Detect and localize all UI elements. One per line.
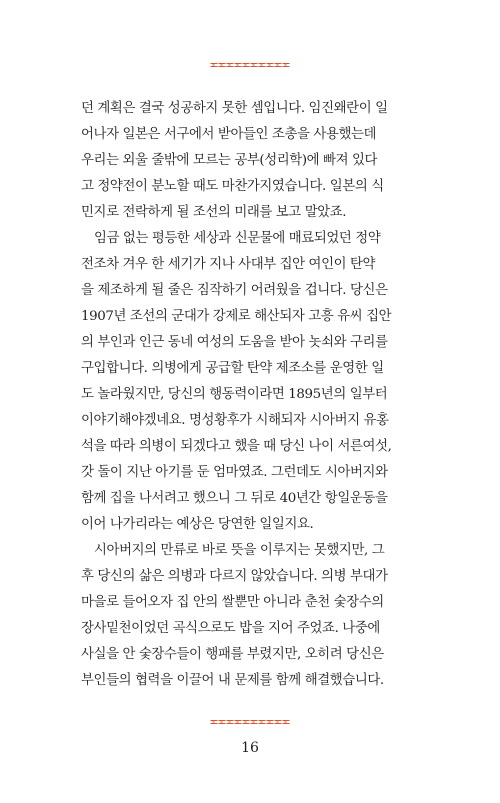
- ornament-segment: [283, 63, 290, 67]
- ornament-segment: [259, 720, 266, 724]
- ornament-segment: [275, 720, 282, 724]
- ornament-segment: [219, 63, 226, 67]
- text-line: 사실을 안 숯장수들이 행패를 부렸지만, 오히려 당신은: [81, 647, 384, 662]
- ornament-segment: [275, 63, 282, 67]
- ornament-segment: [259, 63, 266, 67]
- text-line: 갓 돌이 지난 아기를 둔 엄마였죠. 그런데도 시아버지와: [81, 465, 388, 480]
- ornament-segment: [251, 63, 258, 67]
- ornament-segment: [283, 720, 290, 724]
- ornament-segment: [251, 720, 258, 724]
- text-line: 전조차 겨우 한 세기가 지나 사대부 집안 여인이 탄약: [81, 257, 376, 272]
- text-line: 1907년 조선의 군대가 강제로 해산되자 고흥 유씨 집안: [81, 309, 392, 324]
- ornament-segment: [267, 63, 274, 67]
- ornament-segment: [227, 63, 234, 67]
- text-line: 이어 나가리라는 예상은 당연한 일일지요.: [81, 517, 314, 532]
- text-line: 민지로 전락하게 될 조선의 미래를 보고 말았죠.: [81, 205, 347, 220]
- page-number: 16: [241, 740, 259, 756]
- body-text: [81, 96, 421, 694]
- text-line: 우리는 외울 줄밖에 모르는 공부(성리학)에 빠져 있다: [81, 153, 378, 168]
- ornament-segment: [243, 720, 250, 724]
- text-line: 어나자 일본은 서구에서 받아들인 조총을 사용했는데: [81, 127, 377, 142]
- top-ornament: [211, 63, 290, 67]
- ornament-segment: [211, 63, 218, 67]
- text-line: 고 정약전이 분노할 때도 마찬가지였습니다. 일본의 식: [81, 179, 384, 194]
- ornament-segment: [211, 720, 218, 724]
- text-line: 석을 따라 의병이 되겠다고 했을 때 당신 나이 서른여섯,: [81, 439, 392, 454]
- ornament-segment: [235, 63, 242, 67]
- text-line: 구입합니다. 의병에게 공급할 탄약 제조소를 운영한 일: [81, 361, 384, 376]
- text-line: 을 제조하게 될 줄은 짐작하기 어려웠을 겁니다. 당신은: [81, 283, 388, 298]
- ornament-segment: [243, 63, 250, 67]
- ornament-segment: [227, 720, 234, 724]
- text-line: 도 놀라웠지만, 당신의 행동력이라면 1895년의 일부터: [81, 387, 388, 402]
- text-line: 마을로 들어오자 집 안의 쌀뿐만 아니라 춘천 숯장수의: [81, 595, 384, 610]
- ornament-segment: [267, 720, 274, 724]
- text-line: 함께 집을 나서려고 했으니 그 뒤로 40년간 항일운동을: [81, 491, 388, 506]
- text-line: 후 당신의 삶은 의병과 다르지 않았습니다. 의병 부대가: [81, 569, 388, 584]
- bottom-ornament: [211, 720, 290, 724]
- text-line: 던 계획은 결국 성공하지 못한 셈입니다. 임진왜란이 일: [81, 101, 388, 116]
- ornament-segment: [235, 720, 242, 724]
- text-line: 이야기해야겠네요. 명성황후가 시해되자 시아버지 유홍: [81, 413, 389, 428]
- paragraph-start-line: 임금 없는 평등한 세상과 신문물에 매료되었던 정약: [94, 231, 381, 246]
- text-line: 장사밑천이었던 곡식으로도 밥을 지어 주었죠. 나중에: [81, 621, 380, 636]
- ornament-segment: [219, 720, 226, 724]
- paragraph-start-line: 시아버지의 만류로 바로 뜻을 이루지는 못했지만, 그: [94, 543, 385, 558]
- text-line: 의 부인과 인근 동네 여성의 도움을 받아 놋쇠와 구리를: [81, 335, 388, 350]
- text-line: 부인들의 협력을 이끌어 내 문제를 함께 해결했습니다.: [81, 673, 384, 688]
